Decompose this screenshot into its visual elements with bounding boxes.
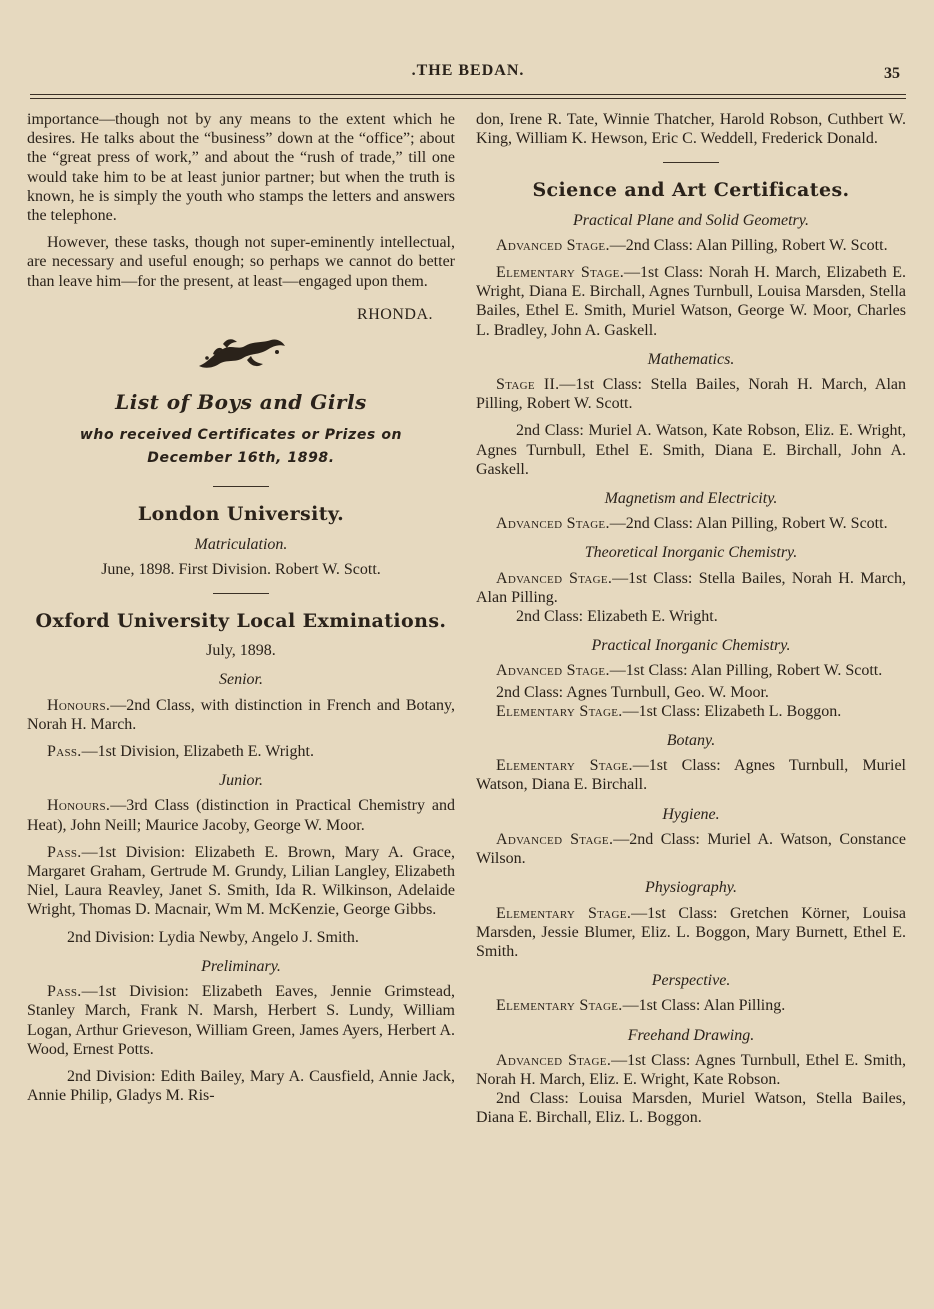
stage-label: Stage II.	[496, 376, 560, 394]
result-paragraph: 2nd Class: Agnes Turnbull, Geo. W. Moor.	[496, 683, 769, 701]
result-line: June, 1898. First Division. Robert W. Scott.	[101, 560, 381, 578]
subsection-heading: Theoretical Inorganic Chemistry.	[584, 544, 798, 562]
stage-label: Advanced Stage.	[496, 515, 610, 533]
stage-label: Elementary Stage.	[496, 904, 632, 922]
list-subtitle-line: who received Certificates or Prizes on	[79, 427, 403, 444]
subsection-heading: Preliminary.	[201, 957, 281, 975]
result-paragraph: 2nd Class: Louisa Marsden, Muriel Watson, Stella Bailes, Diana E. Birchall, Eliz. L. Boggon.	[476, 1090, 906, 1127]
result-text: —2nd Class: Alan Pilling, Robert W. Scott.	[609, 515, 888, 533]
result-paragraph	[27, 796, 455, 834]
result-paragraph	[476, 514, 906, 533]
result-text: —1st Class: Gretchen Körner, Louisa Marsden, Jessie Blumer, Eliz. L. Boggon, Mary Burnett, Ethel E. Smith.	[476, 904, 907, 960]
right-column	[476, 110, 906, 1136]
list-subtitle	[27, 424, 455, 470]
article-paragraph: However, these tasks, though not super-eminently intellectual, are necessary and useful enough; so perhaps we cannot do better than leave him—for the present, at least—engaged upon them.	[27, 234, 455, 290]
article-paragraph: importance—though not by any means to the extent which he desires. He talks about the “business” down at the “office”; about the “great press of work,” and about the “rush of trade,” till one would take him to be at least junior partner; but when the truth is known, he is simply the youth who stamps the letters and answers the telephone.	[27, 111, 455, 225]
stage-label: Honours.	[47, 797, 111, 815]
subsection-heading: Mathematics.	[647, 350, 735, 368]
left-column	[27, 110, 455, 1113]
result-paragraph	[27, 843, 455, 920]
section-separator	[213, 486, 269, 487]
stage-label: Pass.	[47, 743, 82, 761]
stage-label: Pass.	[47, 983, 82, 1001]
result-text: —1st Class: Stella Bailes, Norah H. March, Alan Pilling, Robert W. Scott.	[476, 376, 907, 413]
author-signature: RHONDA.	[357, 305, 433, 323]
journal-title: .THE BEDAN.	[411, 62, 525, 79]
page-number: 35	[884, 65, 900, 82]
result-text: —1st Class: Elizabeth L. Boggon.	[622, 702, 842, 720]
stage-label: Advanced Stage.	[496, 662, 610, 680]
result-paragraph	[476, 702, 906, 721]
stage-label: Elementary Stage.	[496, 264, 625, 282]
stage-label: Advanced Stage.	[496, 830, 614, 848]
subsection-heading: Physiography.	[645, 879, 737, 897]
result-paragraph	[27, 982, 455, 1059]
subsection-heading: Senior.	[219, 671, 263, 689]
result-text: —2nd Class: Muriel A. Watson, Constance Wilson.	[476, 830, 906, 868]
stage-label: Advanced Stage.	[496, 1051, 612, 1069]
result-text: —1st Class: Agnes Turnbull, Muriel Watson, Diana E. Birchall.	[476, 757, 906, 794]
subsection-heading: Magnetism and Electricity.	[604, 490, 778, 508]
header-rule-top	[30, 94, 906, 95]
result-text: —1st Class: Alan Pilling, Robert W. Scott.	[609, 662, 883, 680]
result-paragraph	[476, 756, 906, 794]
subsection-heading: Hygiene.	[662, 805, 720, 823]
result-paragraph	[27, 742, 455, 761]
result-paragraph	[476, 904, 906, 962]
running-head	[30, 60, 906, 88]
subsection-heading: Practical Plane and Solid Geometry.	[573, 211, 809, 229]
subsection-heading: Practical Inorganic Chemistry.	[591, 637, 791, 655]
result-text: —1st Division: Elizabeth Eaves, Jennie Grimstead, Stanley March, Frank N. Marsh, Herbert S. Lundy, William Logan, Arthur Grieveson, William Green, James Ayers, Herbert A. Wood, Ernest Potts.	[27, 983, 455, 1058]
section-separator	[663, 162, 719, 163]
stage-label: Elementary Stage.	[496, 997, 623, 1015]
result-paragraph: 2nd Division: Lydia Newby, Angelo J. Smith.	[67, 928, 359, 946]
section-heading: Science and Art Certificates.	[532, 179, 850, 202]
result-text: —1st Class: Norah H. March, Elizabeth E. Wright, Diana E. Birchall, Agnes Turnbull, Louisa Marsden, Stella Bailes, Ethel E. Smith, Muriel Watson, George W. Moor, Charles L. Bradley, John A. Gaskell.	[476, 264, 906, 339]
section-heading: Oxford University Local Exminations.	[35, 610, 447, 633]
subsection-heading: Junior.	[219, 772, 263, 790]
stage-label: Elementary Stage.	[496, 757, 633, 775]
stage-label: Advanced Stage.	[496, 569, 613, 587]
result-text: —2nd Class: Alan Pilling, Robert W. Scott.	[609, 236, 888, 254]
result-text: —1st Division: Elizabeth E. Brown, Mary A. Grace, Margaret Graham, Gertrude M. Grundy, Lilian Langley, Elizabeth Niel, Laura Reavley, Janet S. Smith, Ida R. Wilkinson, Adelaide Wright, Thomas D. Macnair, Wm M. McKenzie, George Gibbs.	[27, 843, 455, 919]
result-text: —1st Class: Stella Bailes, Norah H. March, Alan Pilling.	[476, 569, 907, 606]
header-rule-bottom	[30, 98, 906, 99]
result-text: —1st Class: Alan Pilling.	[622, 997, 786, 1015]
stage-label: Elementary Stage.	[496, 702, 623, 720]
result-paragraph	[476, 830, 906, 868]
subsection-heading: Freehand Drawing.	[627, 1026, 755, 1044]
section-heading: London University.	[137, 503, 345, 526]
list-subtitle-line: December 16th, 1898.	[147, 450, 335, 467]
subsection-heading: Botany.	[666, 732, 716, 750]
result-paragraph	[27, 696, 455, 734]
subsection-heading: Matriculation.	[194, 535, 288, 553]
result-paragraph: 2nd Class: Muriel A. Watson, Kate Robson, Eliz. E. Wright, Agnes Turnbull, Ethel E. Smith, Diana E. Birchall, John A. Gaskell.	[476, 422, 906, 478]
result-paragraph	[476, 996, 906, 1015]
result-text: —1st Class: Agnes Turnbull, Ethel E. Smith, Norah H. March, Eliz. E. Wright, Kate Robson.	[476, 1051, 906, 1088]
result-paragraph	[476, 661, 906, 680]
list-title: List of Boys and Girls	[115, 390, 367, 415]
result-text: —3rd Class (distinction in Practical Chemistry and Heat), John Neill; Maurice Jacoby, George W. Moor.	[27, 797, 455, 834]
result-text: —2nd Class, with distinction in French and Botany, Norah H. March.	[27, 696, 455, 733]
result-paragraph	[476, 263, 906, 340]
subsection-heading: Perspective.	[651, 972, 731, 990]
result-paragraph: don, Irene R. Tate, Winnie Thatcher, Harold Robson, Cuthbert W. King, William K. Hewson, Eric C. Weddell, Frederick Donald.	[476, 111, 906, 148]
section-date: July, 1898.	[206, 642, 276, 660]
result-paragraph: 2nd Class: Elizabeth E. Wright.	[516, 608, 718, 626]
result-paragraph: 2nd Division: Edith Bailey, Mary A. Causfield, Annie Jack, Annie Philip, Gladys M. Ris-	[27, 1067, 455, 1105]
section-separator	[213, 593, 269, 594]
result-paragraph	[476, 1051, 906, 1089]
result-text: —1st Division, Elizabeth E. Wright.	[81, 743, 314, 761]
stage-label: Honours.	[47, 696, 111, 714]
result-paragraph	[476, 375, 906, 413]
stage-label: Advanced Stage.	[496, 236, 610, 254]
result-paragraph	[476, 236, 906, 255]
stage-label: Pass.	[47, 843, 82, 861]
fleuron-ornament-icon	[27, 334, 455, 379]
result-paragraph	[476, 569, 906, 607]
